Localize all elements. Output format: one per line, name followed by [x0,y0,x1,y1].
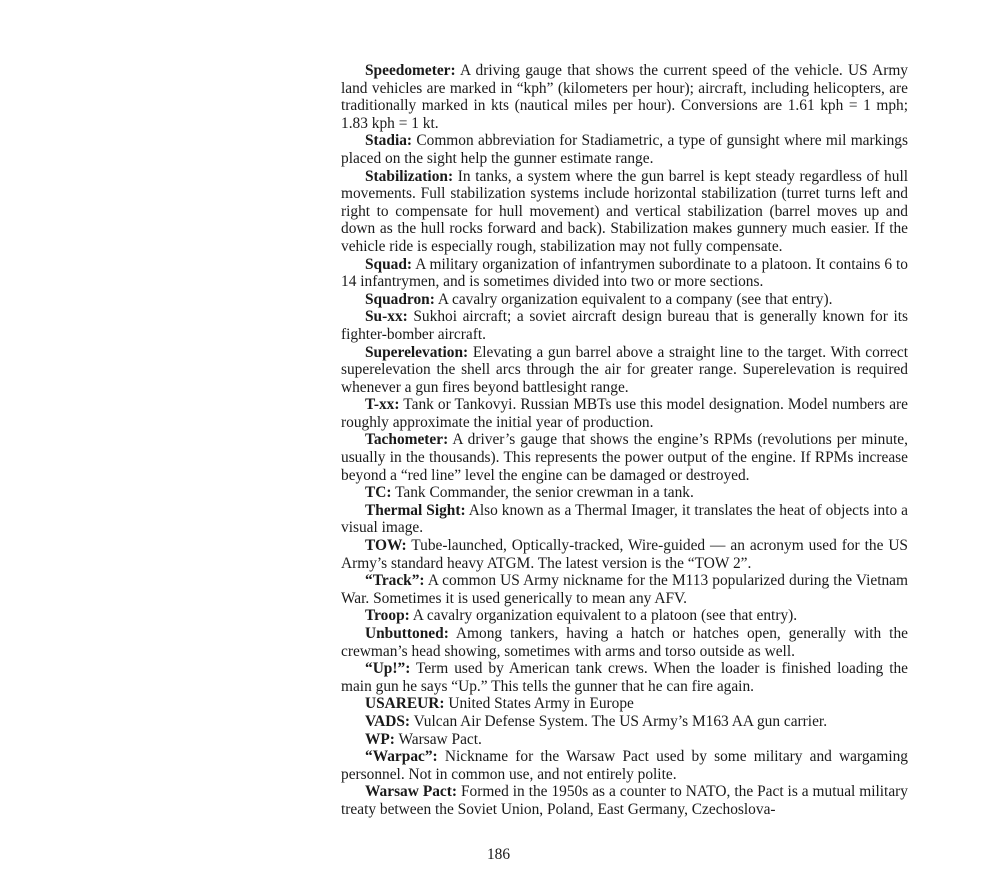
glossary-definition: Also known as a Thermal Imager, it translates the heat of objects into a visual image. [341,501,909,537]
glossary-term: Warsaw Pact: [365,783,457,801]
glossary-term: Thermal Sight: [365,501,466,519]
glossary-entry-t-xx [341,396,908,431]
glossary-definition: A driving gauge that shows the current speed of the vehicle. US Army land vehicles are marked in “kph” (kilometers per hour); aircraft, including helicopters, are traditionally marked in kts (nautical miles per hour). Conversions are 1.61 kph = 1 mph; 1.83 kph = 1 kt. [341,62,908,132]
glossary-term: Superelevation: [365,343,469,361]
glossary-entry-tachometer [341,431,908,484]
glossary-entry-stadia [341,132,908,167]
glossary-entry-usareur [341,695,908,713]
glossary-definition: A cavalry organization equivalent to a company (see that entry). [434,290,833,308]
glossary-entry-vads [341,713,908,731]
glossary-entry-superelevation [341,344,908,397]
glossary-definition: Nickname for the Warsaw Pact used by some military and wargaming personnel. Not in common use, and not entirely polite. [341,748,908,783]
glossary-page [341,62,908,819]
glossary-entry-tc [341,484,908,502]
glossary-definition: A driver’s gauge that shows the engine’s RPMs (revolutions per minute, usually in the thousands). This represents the power output of the engine. If RPMs increase beyond a “red line” level the engine can be damaged or destroyed. [341,431,908,484]
glossary-definition: Vulcan Air Defense System. The US Army’s M163 AA gun carrier. [410,712,828,730]
glossary-entry-stabilization [341,168,908,256]
glossary-definition: Tube-launched, Optically-tracked, Wire-guided — an acronym used for the US Army’s standard heavy ATGM. The latest version is the “TOW 2”. [341,537,908,572]
glossary-term: “Warpac”: [365,748,438,766]
glossary-term: TOW: [365,537,407,555]
glossary-definition: Tank Commander, the senior crewman in a tank. [391,484,694,502]
glossary-definition: Among tankers, having a hatch or hatches open, generally with the crewman’s head showing, sometimes with arms and torso outside as well. [341,625,908,660]
glossary-term: Tachometer: [365,431,449,449]
glossary-definition: Elevating a gun barrel above a straight line to the target. With correct superelevation the shell arcs through the air for greater range. Superelevation is required whenever a gun fires beyond battlesight range. [341,343,908,396]
glossary-definition: Sukhoi aircraft; a soviet aircraft design bureau that is generally known for its fighter-bomber aircraft. [341,308,908,343]
glossary-definition: Common abbreviation for Stadiametric, a type of gunsight where mil markings placed on the sight help the gunner estimate range. [341,132,908,167]
glossary-definition: A military organization of infantrymen subordinate to a platoon. It contains 6 to 14 infantrymen, and is sometimes divided into two or more sections. [341,255,908,291]
glossary-term: TC: [365,484,392,502]
glossary-definition: Warsaw Pact. [394,730,482,748]
glossary-entry-thermal-sight [341,502,908,537]
glossary-entry-troop [341,607,908,625]
glossary-definition: Formed in the 1950s as a counter to NATO, the Pact is a mutual military treaty between the Soviet Union, Poland, East Germany, Czechoslova- [341,783,908,818]
glossary-term: “Up!”: [365,660,411,678]
glossary-term: Troop: [365,607,410,625]
glossary-definition: Term used by American tank crews. When the loader is finished loading the main gun he says “Up.” This tells the gunner that he can fire again. [341,660,908,695]
glossary-entry-squadron [341,291,908,309]
glossary-entry-unbuttoned [341,625,908,660]
glossary-term: Speedometer: [365,62,456,79]
glossary-term: Squad: [365,255,413,273]
glossary-entry-su-xx [341,308,908,343]
glossary-entry-tow [341,537,908,572]
glossary-definition: A cavalry organization equivalent to a platoon (see that entry). [409,607,798,625]
glossary-definition: In tanks, a system where the gun barrel is kept steady regardless of hull movements. Full stabilization systems include horizontal stabilization (turret turns left and right to compensate for hull movement) and vertical stabilization (barrel moves up and down as the hull rocks forward and back). Stabilization makes gunnery much easier. If the vehicle ride is especially rough, stabilization may not fully compensate. [341,167,908,255]
glossary-definition: Tank or Tankovyi. Russian MBTs use this model designation. Model numbers are roughly approximate the initial year of production. [341,396,908,431]
glossary-term: VADS: [365,712,411,730]
glossary-term: WP: [365,730,395,748]
glossary-entry-up [341,660,908,695]
glossary-definition: A common US Army nickname for the M113 popularized during the Vietnam War. Sometimes it is used generically to mean any AFV. [341,572,908,607]
glossary-term: Stabilization: [365,167,454,185]
glossary-definition: United States Army in Europe [444,695,634,713]
glossary-term: Su-xx: [365,308,408,326]
glossary-term: “Track”: [365,572,425,590]
glossary-entry-warpac [341,748,908,783]
glossary-entry-track [341,572,908,607]
glossary-entry-squad [341,256,908,291]
glossary-entry-speedometer [341,62,908,132]
glossary-term: Unbuttoned: [365,625,449,642]
glossary-entry-warsaw-pact [341,783,908,818]
glossary-term: USAREUR: [365,695,445,713]
page-number: 186 [486,846,511,863]
glossary-entry-wp [341,731,908,749]
glossary-term: Stadia: [365,132,413,150]
glossary-term: Squadron: [365,290,435,308]
glossary-term: T-xx: [365,396,400,414]
